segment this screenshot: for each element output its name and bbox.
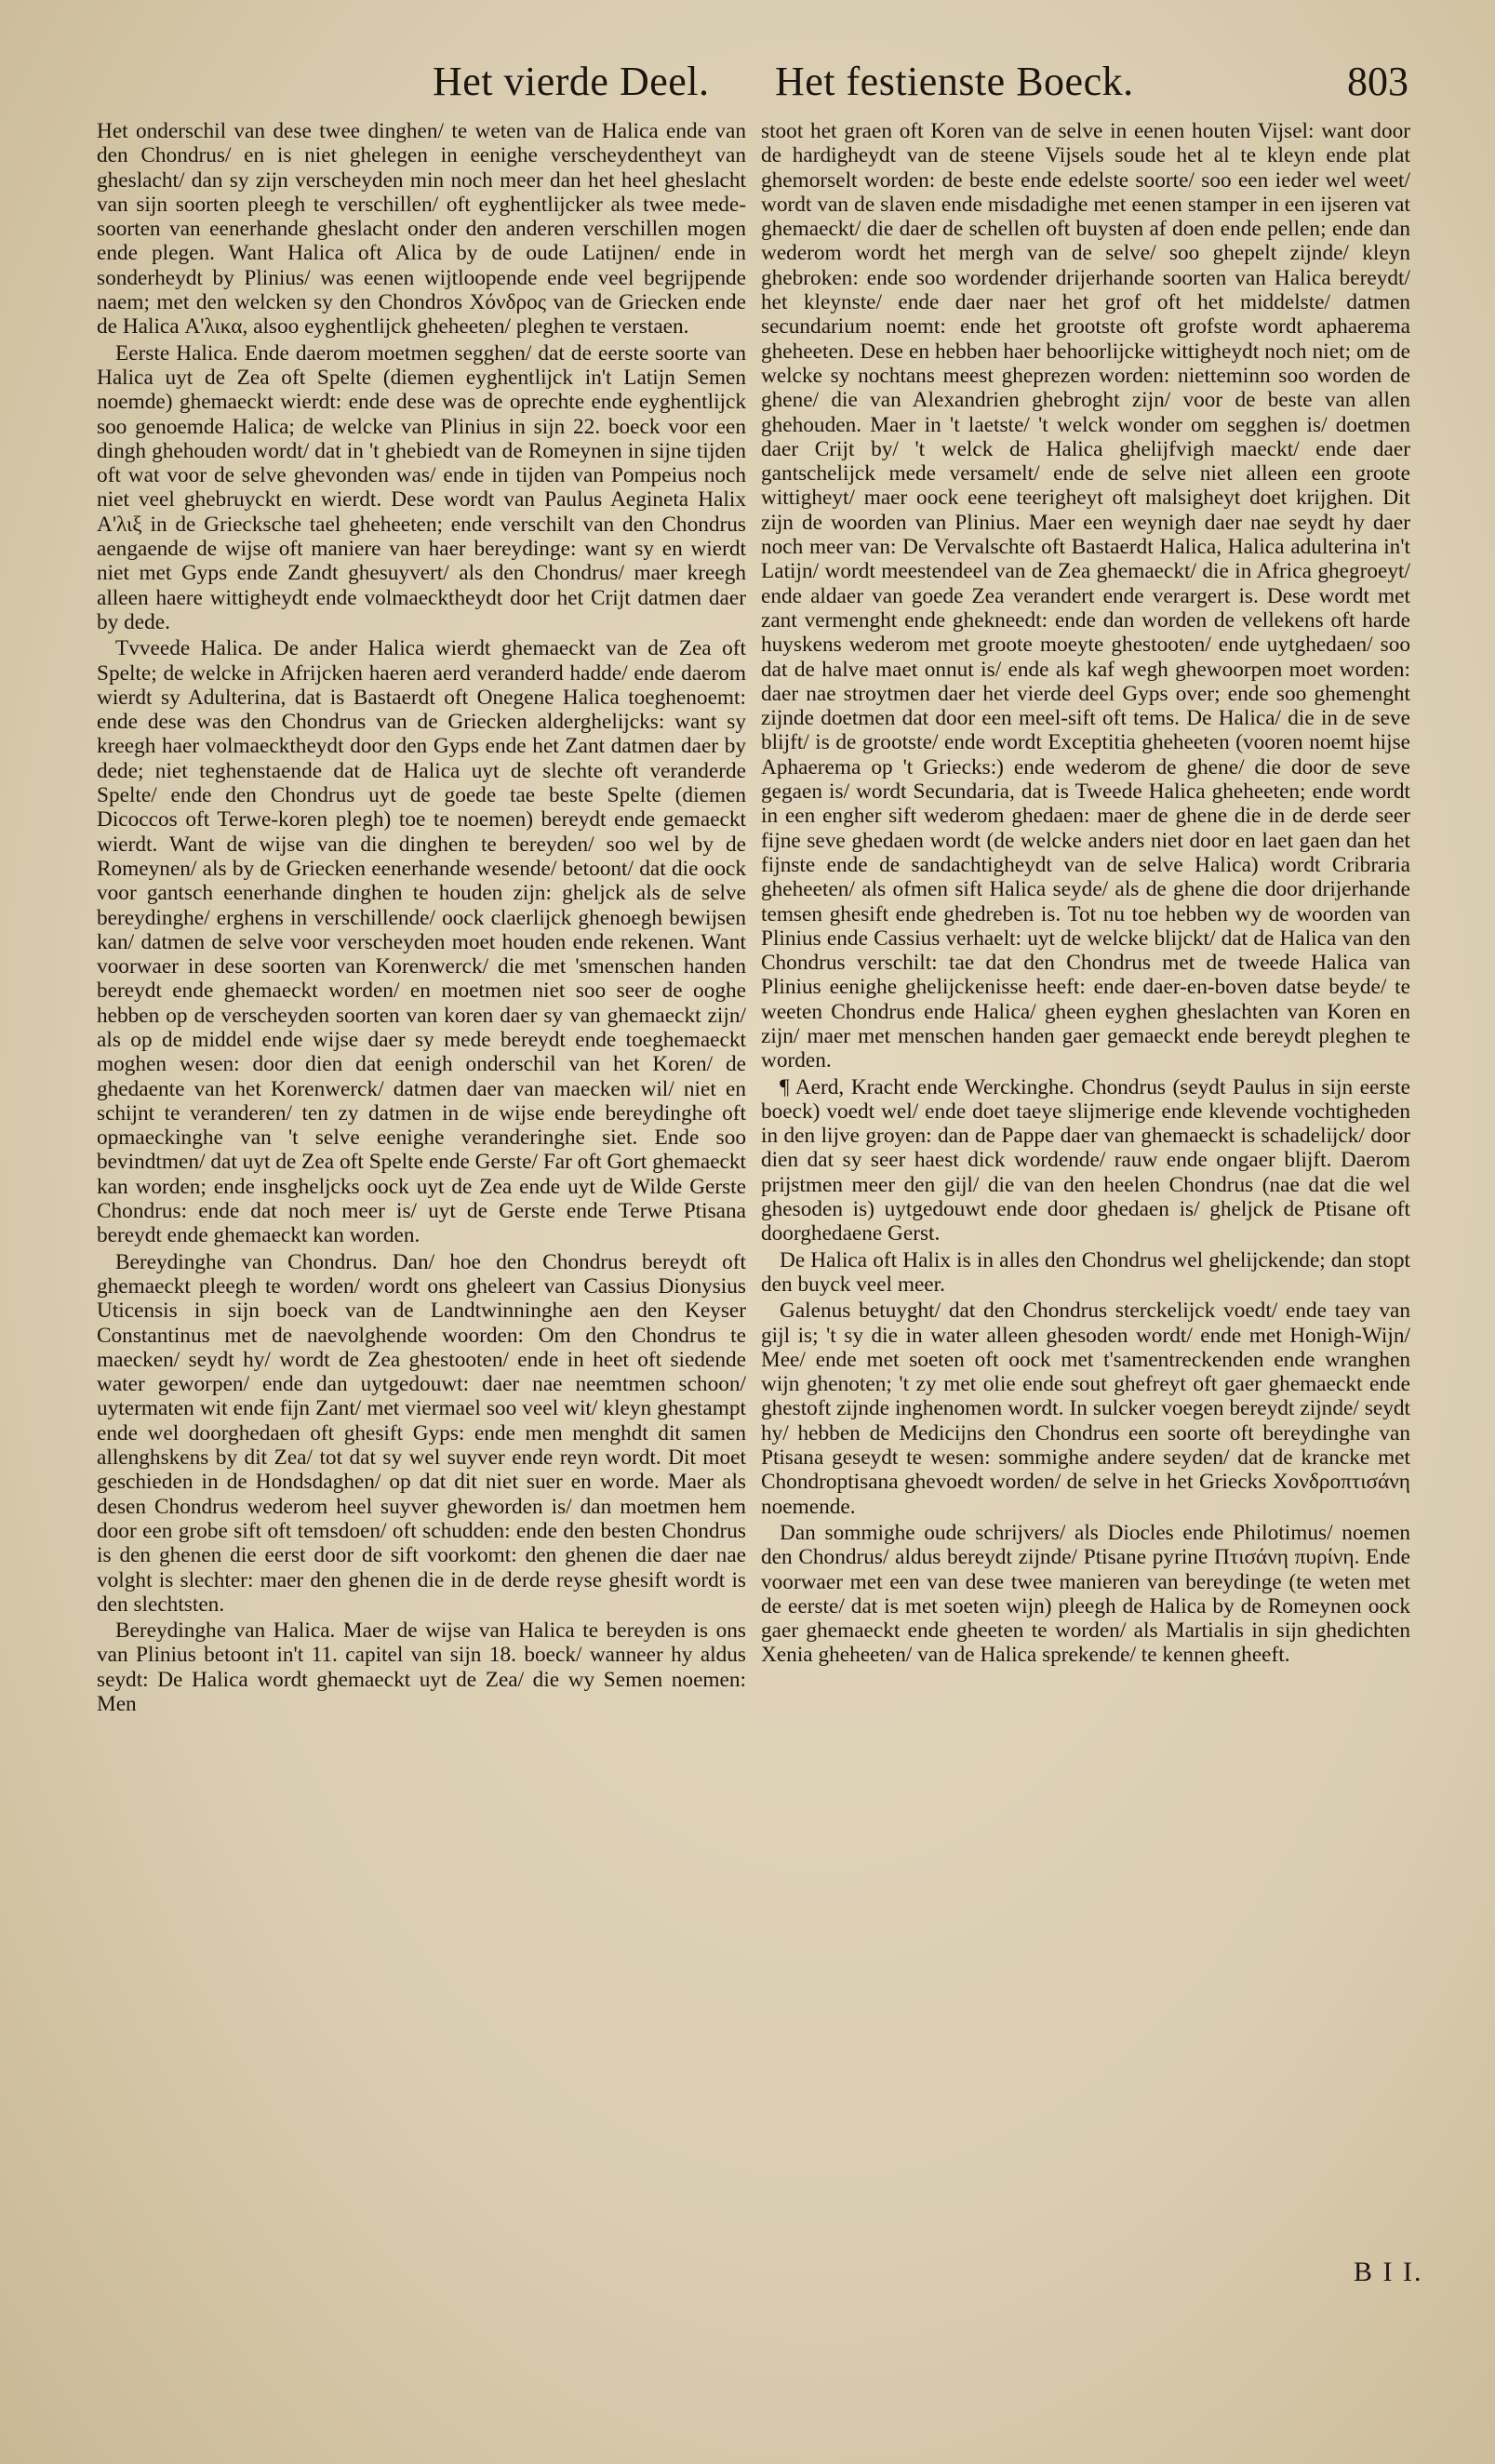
text-column-left bbox=[97, 119, 746, 2165]
running-title-left: Het vierde Deel. bbox=[433, 59, 710, 104]
paragraph: Het onderschil van dese twee dinghen/ te weten van de Halica ende van den Chondrus/ en is niet ghelegen in eenighe verscheydentheyt van gheslacht/ dan sy zijn verscheyden min noch meer dan het heel gheslacht van sijn soorten pleegh te verschillen/ oft eyghentlijcker als twee mede-soorten van eenerhande gheslacht onder den anderen verschillen mogen ende plegen. Want Halica oft Alica by de oude Latijnen/ ende in sonderheydt by Plinius/ was eenen wijtloopende ende veel begrijpende naem; met den welcken sy den Chondros Χόνδρος van de Griecken ende de Halica Α'λικα, alsoo eyghentlijck gheheeten/ pleghen te verstaen. bbox=[97, 119, 746, 340]
paragraph: ¶ Aerd, Kracht ende Werckinghe. Chondrus (seydt Paulus in sijn eerste boeck) voedt wel/ ende doet taeye slijmerige ende klevende vochtigheden in den lijve groyen: dan de Pappe daer van ghemaeckt is schadelijck/ door dien dat sy seer haest dick wordende/ rauw ende ongaer blijft. Daerom prijstmen meer den gijl/ die van den heelen Chondrus (nae dat die wel ghesoden is) uytgedouwt ende door ghedaen is/ gheljck de Ptisane oft doorghedaene Gerst. bbox=[761, 1074, 1410, 1246]
running-title-right: Het festienste Boeck. bbox=[775, 59, 1134, 104]
paragraph: Tvveede Halica. De ander Halica wierdt ghemaeckt van de Zea oft Spelte; de welcke in Afrijcken haeren aerd veranderd hadde/ ende daerom wierdt sy Adulterina, dat is Bastaerdt oft Onegene Halica toeghenoemt: ende dese was den Chondrus van de Griecken alderghelijcks: want sy kreegh haer volmaecktheydt door den Gyps ende het Zant datmen daer by dede; niet teghenstaende dat de Halica uyt de slechte oft veranderde Spelte/ ende den Chondrus uyt de goede tae beste Spelte (diemen Dicoccos oft Terwe-koren plegh) toe te noemen) bereydt ende gemaeckt wierdt. Want de wijse van die dinghen te bereyden/ soo wel by de Romeynen/ als by de Griecken eenerhande wesende/ betoont/ dat die oock voor gantsch eenerhande dinghen te houden zijn: gheljck als de selve bereydinghe/ erghens in verschillende/ oock claerlijck ghenoegh bewijsen kan/ datmen de selve voor verscheyden moet houden ende rekenen. Want voorwaer in dese soorten van Korenwerck/ die met 'smenschen handen bereydt ende ghemaeckt worden/ en moetmen niet soo seer de ooghe hebben op de verscheyden soorten van koren daer sy van ghemaeckt zijn/ als op de middel ende wijse daer sy mede bereydt ende toeghemaeckt moghen wesen: door dien dat eenigh onderschil van het Koren/ de ghedaente van het Korenwerck/ datmen daer van maecken wil/ niet en schijnt te veranderen/ ten zy datmen in de wijse ende bereydinghe oft opmaeckinghe van 't selve eenighe veranderinghe siet. Ende soo bevindtmen/ dat uyt de Zea oft Spelte ende Gerste/ Far oft Gort ghemaeckt kan worden; ende insgheljcks oock uyt de Zea ende uyt de Wilde Gerste Chondrus: ende dat noch meer is/ uyt de Gerste ende Terwe Ptisana bereydt ende ghemaeckt kan worden. bbox=[97, 636, 746, 1248]
page-number: 803 bbox=[1347, 59, 1408, 104]
paragraph: De Halica oft Halix is in alles den Chondrus wel ghelijckende; dan stopt den buyck veel meer. bbox=[761, 1247, 1410, 1297]
paragraph: Bereydinghe van Chondrus. Dan/ hoe den Chondrus bereydt oft ghemaeckt pleegh te worden/ wordt ons gheleert van Cassius Dionysius Uticensis in sijn boeck van de Landtwinninghe aen den Keyser Constantinus met de naevolghende woorden: Om den Chondrus te maecken/ seydt hy/ wordt de Zea ghestooten/ ende in heet oft siedende water geworpen/ ende dan uytgedouwt: daer nae neemtmen schoon/ uytermaten wit ende fijn Zant/ met viermael soo veel wit/ kleyn ghestampt ende wel doorghedaen oft ghesift Gyps: ende men menghdt dit samen allenghskens by dit Zea/ tot dat sy wel suyver ende reyn wordt. Dit moet geschieden in de Hondsdaghen/ op dat dit niet suer en worde. Maer als desen Chondrus wederom heel suyver gheworden is/ dan moetmen hem door een grobe sift oft temsdoen/ oft schudden: ende den besten Chondrus is den ghenen die eerst door de sift voorkomt: den ghenen die daer nae volght is slechter: maer den ghenen die in de derde reyse ghesift wordt is den slechtsten. bbox=[97, 1249, 746, 1617]
signature-mark: B I I. bbox=[1354, 2257, 1423, 2287]
text-column-right bbox=[761, 119, 1410, 2165]
paragraph: Galenus betuyght/ dat den Chondrus sterckelijck voedt/ ende taey van gijl is; 't sy die in water alleen ghesoden wordt/ ende met Honigh-Wijn/ Mee/ ende met soeten oft oock met t'samentreckenden ende wranghen wijn ghenoten; 't zy met olie ende sout ghefreyt oft gaer ghemaeckt ende ghestoft zijnde inghenomen wordt. In sulcker voegen bereydt zijnde/ seydt hy/ hebben de Medicijns den Chondrus een soorte oft bereydinghe van Ptisana geseydt te wesen: sommighe andere seyden/ dat de krancke met Chondroptisana ghevoedt worden/ de selve in het Griecks Χονδροπτισάνη noemende. bbox=[761, 1299, 1410, 1519]
paragraph: Bereydinghe van Halica. Maer de wijse van Halica te bereyden is ons van Plinius betoont in't 11. capitel van sijn 18. boeck/ wanneer hy aldus seydt: De Halica wordt ghemaeckt uyt de Zea/ die wy Semen noemen: Men bbox=[97, 1618, 746, 1716]
paragraph: stoot het graen oft Koren van de selve in eenen houten Vijsel: want door de hardigheydt van de steene Vijsels soude het al te kleyn ende plat ghemorselt worden: de beste ende edelste soorte/ soo een ieder wel weet/ wordt van de slaven ende misdadighe met eenen stamper in een ijseren vat ghemaeckt/ die daer de schellen oft buysten af doen ende pellen; ende dan wederom wordt het mergh van de selve/ soo ghepelt zijnde/ kleyn ghebroken: ende soo wordender drijerhande soorten van Halica bereydt/ het kleynste/ ende daer naer het grof oft het middelste/ datmen secundarium noemt: ende het grootste oft grofste wordt aphaerema gheheeten. Dese en hebben haer behoorlijcke wittigheydt noch niet; om de welcke sy nochtans meest gheprezen worden: nietteminn soo worden de ghene/ die van Alexandrien ghebroght zijn/ voor de beste van allen ghehouden. Maer in 't laetste/ 't welck wonder om segghen is/ doetmen daer Crijt by/ 't welck de Halica ghelijfvigh maeckt/ ende daer gantschelijck mede versamelt/ ende de selve niet alleen een groote wittigheyt/ maer oock eene teerigheyt oft malsigheyt doet krijghen. Dit zijn de woorden van Plinius. Maer een weynigh daer nae seydt hy daer noch meer van: De Vervalschte oft Bastaerdt Halica, Halica adulterina in't Latijn/ wordt meestendeel van de Zea ghemaeckt/ die in Africa ghegroeyt/ ende aldaer van goede Zea verandert ende verargert is. Dese wordt met zant vermenght ende ghekneedt: ende dan worden de vellekens oft harde huyskens wederom met groote moeyte ghestooten/ ende uytghedaen/ soo dat de halve maet onnut is/ ende als kaf wegh ghewoorpen moet worden: daer nae stroytmen daer het vierde deel Gyps over; ende soo ghemenght zijnde doetmen dat door een meel-sift oft tems. De Halica/ die in de seve blijft/ is de grootste/ ende wordt Exceptitia gheheeten (vooren noemt hijse Aphaerema op 't Griecks:) ende wederom de ghene/ die door de seve gegaen is/ wordt Secundaria, dat is Tweede Halica gheheeten; ende wordt in een engher sift wederom ghedaen: maer de ghene die in de derde seer fijne seve ghedaen wordt (de welcke anders niet door en laet gaen dan het fijnste ende de sandachtigheydt van de selve Halica) wordt Cribraria gheheeten/ als ofmen sift Halica seyde/ als de ghene die door drijerhande temsen ghesift ende ghedreben is. Tot nu toe hebben wy de woorden van Plinius ende Cassius verhaelt: uyt de welcke blijckt/ dat de Halica van den Chondrus verschilt: tae dat den Chondrus met de tweede Halica van Plinius eenighe ghelijckenisse heeft: ende daer-en-boven datse beyde/ te weeten Chondrus ende Halica/ gheen eyghen gheslachten van Koren en zijn/ maer met menschen handen gaer gemaeckt ende bereydt pleghen te worden. bbox=[761, 119, 1410, 1073]
paragraph: Eerste Halica. Ende daerom moetmen segghen/ dat de eerste soorte van Halica uyt de Zea oft Spelte (diemen eyghentlijck in't Latijn Semen noemde) ghemaeckt wierdt: ende dese was de oprechte ende eyghentlijck soo genoemde Halica; de welcke van Plinius in sijn 22. boeck voor een dingh ghehouden wordt/ dat in 't ghebiedt van de Romeynen in sijne tijden oft wat voor de selve ghevonden was/ ende in tijden van Pompeius noch niet veel ghebruyckt en wierdt. Dese wordt van Paulus Aegineta Halix Α'λιξ in de Griecksche tael gheheeten; ende verschilt van den Chondrus aengaende de wijse oft maniere van haer bereydinge: want sy en wierdt niet met Gyps ende Zandt ghesuyvert/ als den Chondrus/ maer kreegh alleen haere wittigheydt ende volmaecktheydt door het Crijt datmen daer by dede. bbox=[97, 340, 746, 634]
running-header bbox=[0, 58, 1495, 113]
paragraph: Dan sommighe oude schrijvers/ als Diocles ende Philotimus/ noemen den Chondrus/ aldus bereydt zijnde/ Ptisane pyrine Πτισάνη πυρίνη. Ende voorwaer met een van dese twee manieren van bereydinge (te weten met de eerste/ dat is met soeten wijn) pleegh de Halica by de Romeynen oock gaer ghemaeckt ende gheeten te worden/ als Martialis in sijn ghedichten Xenia gheheeten/ van de Halica sprekende/ te kennen gheeft. bbox=[761, 1520, 1410, 1668]
